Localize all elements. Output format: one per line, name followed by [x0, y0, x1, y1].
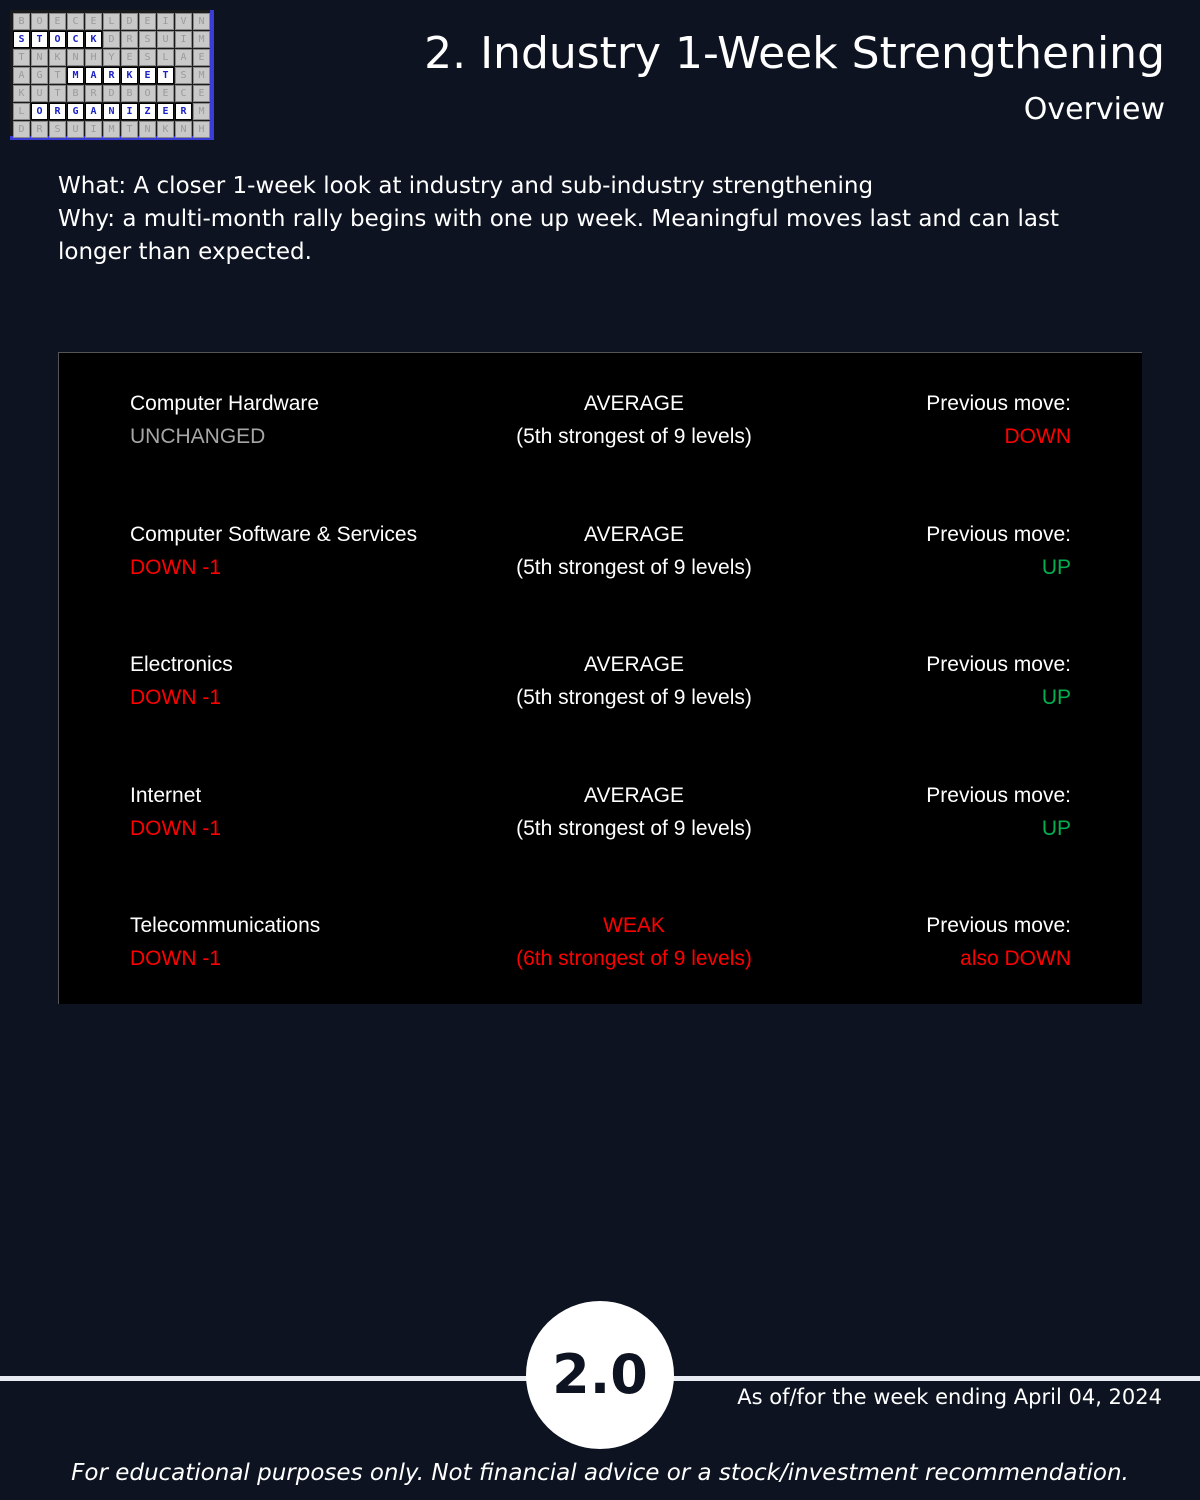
logo-filler-tile: E: [157, 85, 174, 102]
logo-filler-tile: K: [157, 121, 174, 138]
strength-level: AVERAGE: [584, 653, 684, 676]
logo-filler-tile: N: [175, 121, 192, 138]
logo-filler-tile: S: [139, 49, 156, 66]
logo-filler-tile: T: [49, 85, 66, 102]
logo-filler-tile: M: [103, 121, 120, 138]
logo-letter-tile: N: [103, 103, 120, 120]
previous-move-value: UP: [1041, 817, 1071, 840]
logo-filler-tile: D: [103, 31, 120, 48]
logo-filler-tile: O: [31, 13, 48, 30]
logo-filler-tile: G: [31, 67, 48, 84]
previous-move-label: Previous move:: [926, 784, 1071, 807]
industry-row: [59, 779, 1143, 849]
logo-letter-tile: Z: [139, 103, 156, 120]
stock-market-organizer-logo: [10, 10, 214, 140]
logo-filler-tile: N: [139, 121, 156, 138]
logo-filler-tile: M: [193, 67, 210, 84]
previous-move-label: Previous move:: [926, 392, 1071, 415]
logo-filler-tile: L: [13, 103, 30, 120]
previous-move-value: UP: [1041, 686, 1071, 709]
logo-filler-tile: D: [103, 85, 120, 102]
logo-filler-tile: S: [175, 67, 192, 84]
logo-letter-tile: G: [67, 103, 84, 120]
logo-filler-tile: H: [193, 121, 210, 138]
strength-level: WEAK: [603, 914, 665, 937]
as-of-date: As of/for the week ending April 04, 2024: [737, 1385, 1162, 1409]
logo-filler-tile: C: [175, 85, 192, 102]
logo-filler-tile: U: [67, 121, 84, 138]
logo-letter-tile: A: [85, 103, 102, 120]
industry-row: [59, 909, 1143, 979]
industry-row: [59, 518, 1143, 588]
logo-filler-tile: A: [13, 67, 30, 84]
logo-filler-tile: U: [157, 31, 174, 48]
strength-level: AVERAGE: [584, 523, 684, 546]
page-subtitle: Overview: [1023, 92, 1165, 127]
logo-filler-tile: D: [13, 121, 30, 138]
logo-letter-tile: S: [13, 31, 30, 48]
logo-letter-tile: K: [85, 31, 102, 48]
industry-change: DOWN -1: [130, 556, 221, 579]
industry-name: Internet: [130, 784, 202, 807]
strength-level: AVERAGE: [584, 392, 684, 415]
logo-filler-tile: B: [13, 13, 30, 30]
logo-letter-tile: R: [49, 103, 66, 120]
logo-letter-tile: M: [67, 67, 84, 84]
logo-letter-tile: E: [139, 67, 156, 84]
logo-filler-tile: I: [85, 121, 102, 138]
logo-letter-tile: O: [31, 103, 48, 120]
logo-filler-tile: L: [103, 13, 120, 30]
industry-row: [59, 648, 1143, 718]
previous-move-label: Previous move:: [926, 653, 1071, 676]
strength-rank: (6th strongest of 9 levels): [516, 947, 752, 970]
logo-filler-tile: E: [193, 49, 210, 66]
logo-filler-tile: K: [49, 49, 66, 66]
logo-filler-tile: I: [175, 31, 192, 48]
logo-filler-tile: R: [31, 121, 48, 138]
logo-filler-tile: M: [193, 31, 210, 48]
previous-move-label: Previous move:: [926, 523, 1071, 546]
logo-filler-tile: C: [67, 13, 84, 30]
logo-filler-tile: K: [13, 85, 30, 102]
logo-letter-tile: T: [157, 67, 174, 84]
strength-rank: (5th strongest of 9 levels): [516, 817, 752, 840]
section-number-badge: 2.0: [526, 1301, 674, 1449]
industry-change: DOWN -1: [130, 686, 221, 709]
logo-filler-tile: A: [175, 49, 192, 66]
logo-filler-tile: L: [157, 49, 174, 66]
logo-letter-tile: O: [49, 31, 66, 48]
logo-filler-tile: E: [193, 85, 210, 102]
previous-move-label: Previous move:: [926, 914, 1071, 937]
strength-level: AVERAGE: [584, 784, 684, 807]
logo-filler-tile: E: [121, 49, 138, 66]
logo-filler-tile: S: [49, 121, 66, 138]
logo-filler-tile: T: [121, 121, 138, 138]
footer-divider-left: [0, 1376, 540, 1381]
logo-filler-tile: R: [121, 31, 138, 48]
intro-what: What: A closer 1-week look at industry and sub-industry strengthening: [58, 173, 874, 199]
logo-filler-tile: T: [13, 49, 30, 66]
intro-text: [58, 170, 1138, 269]
logo-letter-tile: A: [85, 67, 102, 84]
logo-filler-tile: B: [67, 85, 84, 102]
logo-filler-tile: E: [49, 13, 66, 30]
intro-why: Why: a multi-month rally begins with one up week. Meaningful moves last and can last longer than expected.: [58, 206, 1060, 265]
logo-filler-tile: N: [67, 49, 84, 66]
previous-move-value: UP: [1041, 556, 1071, 579]
page-title: 2. Industry 1-Week Strengthening: [424, 28, 1165, 79]
logo-filler-tile: E: [85, 13, 102, 30]
previous-move-value: DOWN: [1004, 425, 1071, 448]
industry-row: [59, 387, 1143, 457]
logo-filler-tile: O: [139, 85, 156, 102]
logo-filler-tile: T: [49, 67, 66, 84]
logo-filler-tile: E: [139, 13, 156, 30]
logo-letter-tile: E: [157, 103, 174, 120]
disclaimer: For educational purposes only. Not financial advice or a stock/investment recommendation.: [71, 1460, 1129, 1486]
industry-name: Electronics: [130, 653, 233, 676]
logo-filler-tile: I: [157, 13, 174, 30]
logo-filler-tile: H: [85, 49, 102, 66]
logo-filler-tile: R: [85, 85, 102, 102]
industry-name: Computer Hardware: [130, 392, 320, 415]
logo-letter-tile: R: [103, 67, 120, 84]
logo-letter-tile: C: [67, 31, 84, 48]
logo-letter-tile: I: [121, 103, 138, 120]
industry-name: Computer Software & Services: [130, 523, 418, 546]
logo-letter-tile: R: [175, 103, 192, 120]
previous-move-value: also DOWN: [960, 947, 1071, 970]
industry-change: DOWN -1: [130, 817, 221, 840]
logo-letter-grid: [13, 13, 207, 138]
industry-change: UNCHANGED: [130, 425, 266, 448]
logo-filler-tile: V: [175, 13, 192, 30]
industry-strength-panel: [58, 352, 1142, 1004]
logo-filler-tile: Y: [103, 49, 120, 66]
industry-name: Telecommunications: [130, 914, 321, 937]
industry-change: DOWN -1: [130, 947, 221, 970]
strength-rank: (5th strongest of 9 levels): [516, 556, 752, 579]
logo-letter-tile: T: [31, 31, 48, 48]
logo-filler-tile: B: [121, 85, 138, 102]
logo-filler-tile: N: [193, 13, 210, 30]
strength-rank: (5th strongest of 9 levels): [516, 686, 752, 709]
footer-divider-right: [660, 1376, 1200, 1381]
logo-letter-tile: K: [121, 67, 138, 84]
logo-filler-tile: D: [121, 13, 138, 30]
logo-filler-tile: N: [31, 49, 48, 66]
logo-filler-tile: M: [193, 103, 210, 120]
strength-rank: (5th strongest of 9 levels): [516, 425, 752, 448]
logo-filler-tile: U: [31, 85, 48, 102]
logo-filler-tile: S: [139, 31, 156, 48]
